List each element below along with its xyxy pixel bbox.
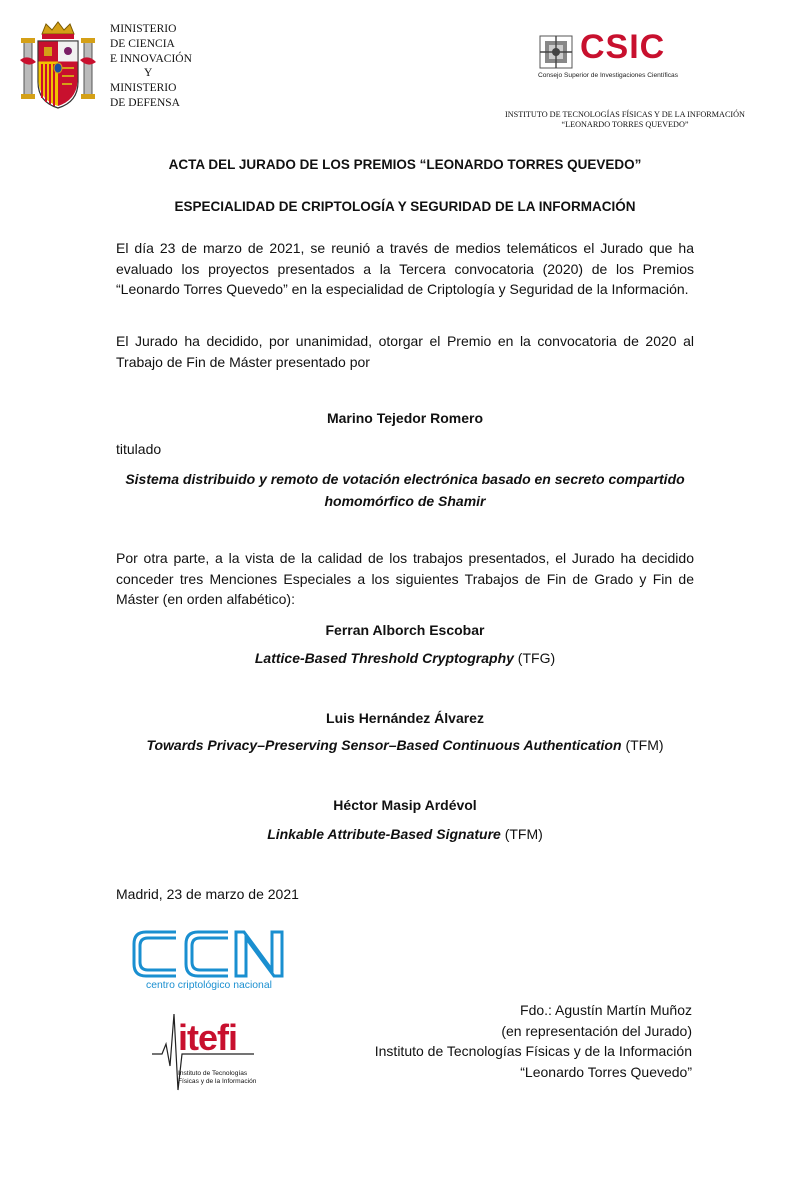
itefi-subtitle-line: Físicas y de la Información — [178, 1078, 257, 1085]
mention-name: Héctor Masip Ardévol — [333, 797, 477, 813]
csic-logo — [538, 28, 708, 84]
place-and-date: Madrid, 23 de marzo de 2021 — [116, 886, 299, 902]
itefi-subtitle-line: Instituto de Tecnologías — [178, 1070, 248, 1077]
csic-emblem-icon — [538, 34, 574, 70]
mention-work-type: (TFM) — [625, 737, 664, 753]
institute-header-line: “LEONARDO TORRES QUEVEDO” — [561, 120, 689, 129]
ministry-heading — [110, 22, 220, 111]
mention-work-title: Towards Privacy–Preserving Sensor–Based Continuous Authentication — [146, 737, 622, 753]
mention-work-type: (TFG) — [517, 650, 556, 666]
winner-name: Marino Tejedor Romero — [326, 410, 484, 426]
titled-label: titulado — [116, 441, 162, 457]
ministry-line: E INNOVACIÓN — [110, 52, 192, 65]
spain-coat-of-arms-icon — [18, 20, 98, 112]
paragraph-meeting: El día 23 de marzo de 2021, se reunió a través de medios telemáticos el Jurado que ha evaluado los proyectos presentados a la Tercera convocatoria (2020) de los Premios “Leonardo Torres Quevedo” en la especialidad de Criptología y Seguridad de la Información. — [116, 240, 694, 298]
winner-work-title: Sistema distribuido y remoto de votación electrónica basado en secreto compartido homomórfico de Shamir — [125, 471, 685, 509]
ministry-line: DE CIENCIA — [110, 37, 175, 50]
mention-work-title: Linkable Attribute-Based Signature — [267, 826, 501, 842]
signature-line: (en representación del Jurado) — [501, 1022, 692, 1039]
ministry-line: Y — [144, 67, 153, 80]
ministry-line: DE DEFENSA — [110, 96, 180, 109]
ministry-line: MINISTERIO — [110, 82, 177, 95]
csic-subtitle: Consejo Superior de Investigaciones Científicas — [538, 72, 679, 79]
mention-name: Luis Hernández Álvarez — [326, 710, 484, 726]
itefi-subtitle — [178, 1070, 256, 1086]
mention-name: Ferran Alborch Escobar — [325, 622, 485, 638]
ministry-line: MINISTERIO — [110, 23, 177, 35]
paragraph-award: El Jurado ha decidido, por unanimidad, otorgar el Premio en la convocatoria de 2020 al Trabajo de Fin de Máster presentado por — [116, 333, 694, 370]
csic-wordmark: CSIC — [580, 28, 666, 66]
mention-work — [116, 650, 694, 666]
mention-work-type: (TFM) — [504, 826, 543, 842]
institute-header — [480, 110, 770, 130]
signature-line: “Leonardo Torres Quevedo” — [520, 1063, 692, 1080]
mention-work-title: Lattice-Based Threshold Cryptography — [254, 650, 514, 666]
mention-work — [116, 826, 694, 842]
svg-text:itefi: itefi — [178, 1017, 238, 1058]
signature-block — [330, 1000, 692, 1082]
signature-line: Fdo.: Agustín Martín Muñoz — [520, 1002, 692, 1018]
paragraph-mentions: Por otra parte, a la vista de la calidad de los trabajos presentados, el Jurado ha decidido conceder tres Menciones Especiales a los siguientes Trabajos de Fin de Grado y Fin de Máster (en orden alfabético): — [116, 550, 694, 608]
mention-work — [116, 737, 694, 753]
document-title: ACTA DEL JURADO DE LOS PREMIOS “LEONARDO TORRES QUEVEDO” — [168, 157, 642, 172]
signature-line: Instituto de Tecnologías Físicas y de la Información — [374, 1043, 692, 1060]
ccn-subtitle: centro criptológico nacional — [146, 980, 272, 991]
document-subtitle: ESPECIALIDAD DE CRIPTOLOGÍA Y SEGURIDAD DE LA INFORMACIÓN — [174, 199, 636, 214]
institute-header-line: INSTITUTO DE TECNOLOGÍAS FÍSICAS Y DE LA INFORMACIÓN — [505, 110, 745, 119]
